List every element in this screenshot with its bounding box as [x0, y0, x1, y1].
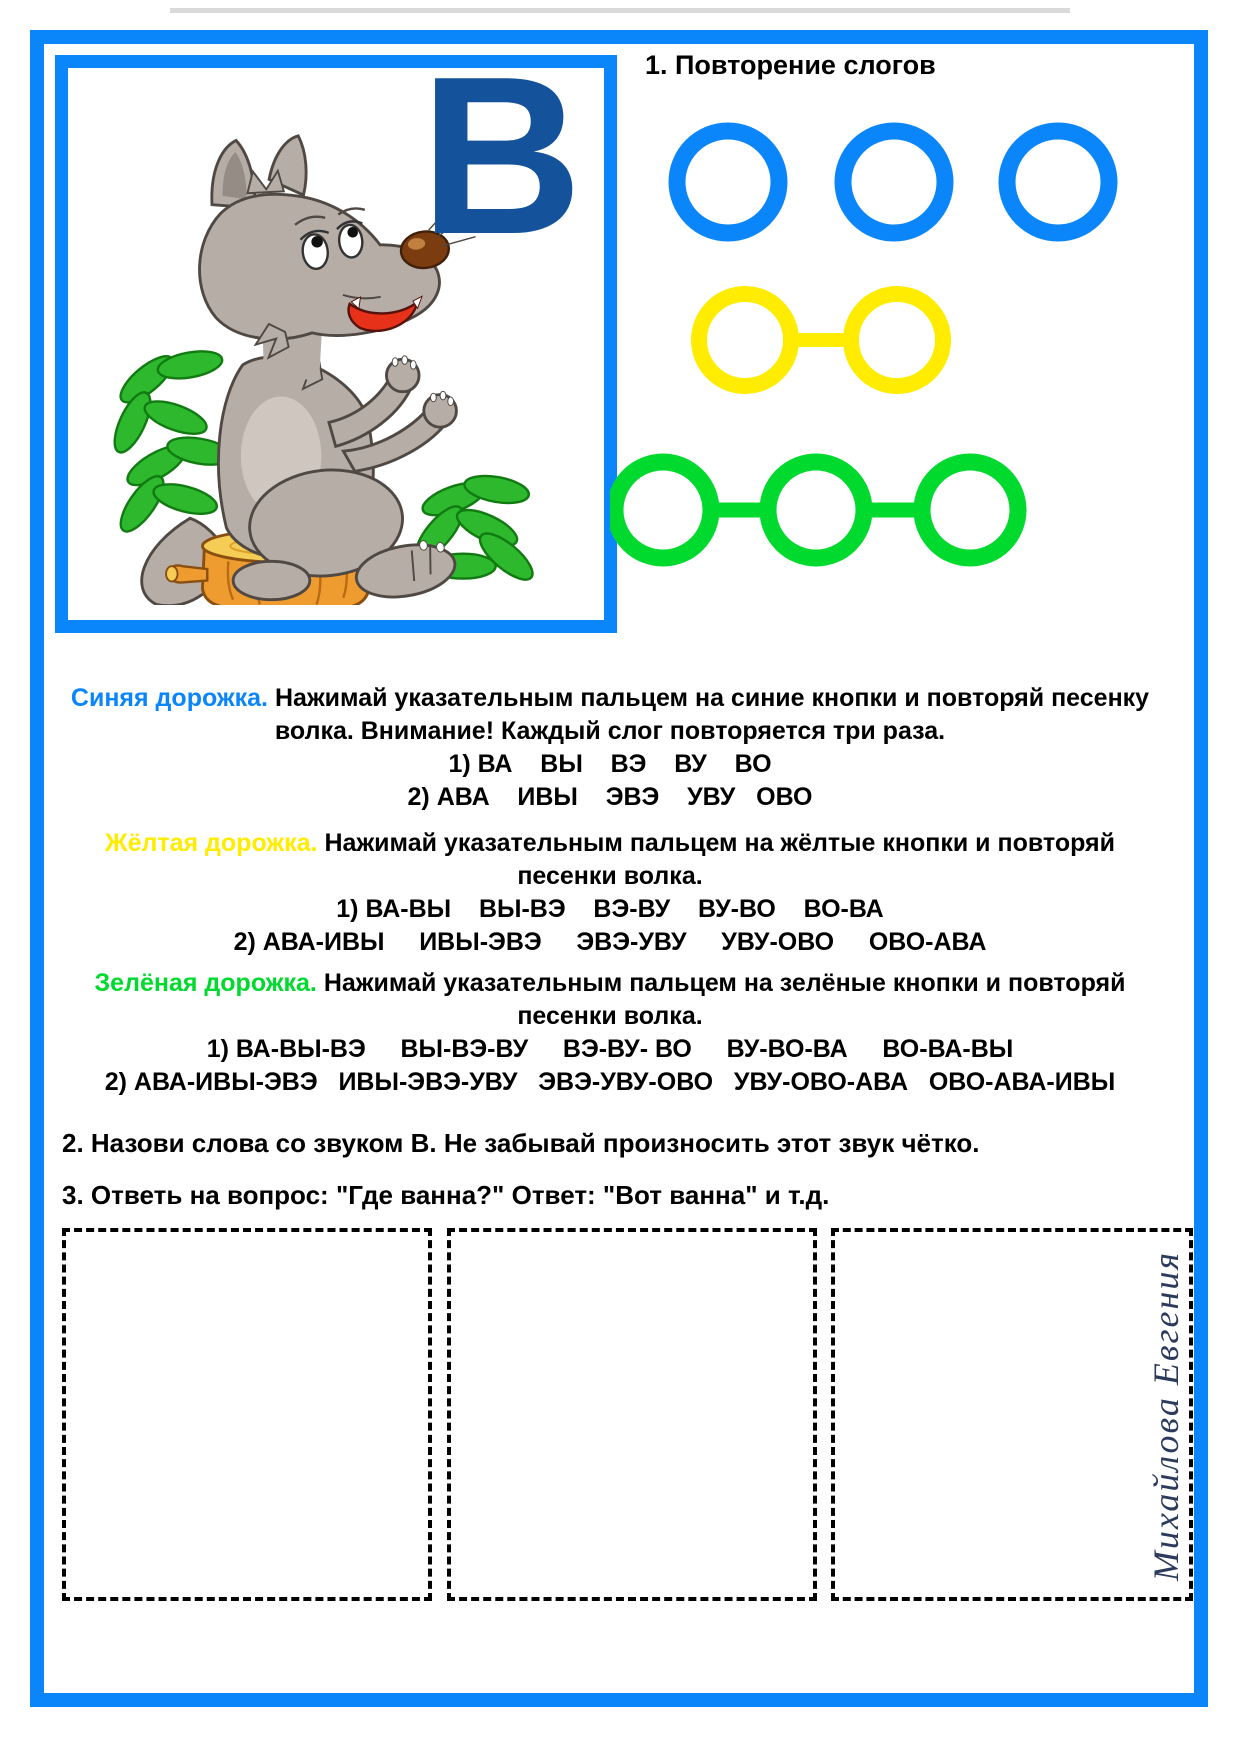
- task-2: 2. Назови слова со звуком В. Не забывай произносить этот звук чётко.: [62, 1128, 980, 1158]
- green-track-section: [55, 967, 1165, 1099]
- blue-button-3[interactable]: [1007, 131, 1109, 233]
- blue-track-intro2: волка. Внимание! Каждый слог повторяется три раза.: [274, 717, 946, 745]
- blue-button-2[interactable]: [843, 131, 945, 233]
- yellow-track-intro2: песенки волка.: [517, 862, 703, 890]
- blue-syllable-row-2: 2) АВА ИВЫ ЭВЭ УВУ ОВО: [407, 783, 813, 811]
- exercise1-title: 1. Повторение слогов: [645, 50, 936, 80]
- answer-box-1: [62, 1228, 432, 1601]
- yellow-syllable-row-1: 1) ВА-ВЫ ВЫ-ВЭ ВЭ-ВУ ВУ-ВО ВО-ВА: [336, 895, 884, 923]
- wolf-body: [218, 355, 459, 604]
- green-button-1[interactable]: [615, 462, 711, 558]
- blue-track-section: [55, 682, 1165, 814]
- scan-artifact-line: [170, 8, 1070, 13]
- blue-track-heading: Синяя дорожка.: [70, 684, 268, 712]
- yellow-button-2[interactable]: [851, 294, 943, 386]
- yellow-track-heading: Жёлтая дорожка.: [104, 829, 318, 857]
- task-3: 3. Ответь на вопрос: "Где ванна?" Ответ: "Вот ванна" и т.д.: [62, 1180, 830, 1210]
- green-track-intro: Нажимай указательным пальцем на зелёные кнопки и повторяй: [323, 969, 1126, 997]
- green-track-heading: Зелёная дорожка.: [94, 969, 317, 997]
- green-track-instruction: [55, 967, 1165, 1000]
- yellow-syllable-row-2: 2) АВА-ИВЫ ИВЫ-ЭВЭ ЭВЭ-УВУ УВУ-ОВО ОВО-АВА: [233, 928, 987, 956]
- blue-track-intro: Нажимай указательным пальцем на синие кнопки и повторяй песенку: [275, 684, 1150, 712]
- yellow-track-instruction: [55, 827, 1165, 860]
- green-syllable-row-2: 2) АВА-ИВЫ-ЭВЭ ИВЫ-ЭВЭ-УВУ ЭВЭ-УВУ-ОВО УВУ-ОВО-АВА ОВО-АВА-ИВЫ: [104, 1068, 1116, 1096]
- green-button-2[interactable]: [768, 462, 864, 558]
- yellow-track-intro: Нажимай указательным пальцем на жёлтые кнопки и повторяй: [324, 829, 1115, 857]
- letter-v: В: [420, 29, 583, 281]
- green-track-intro2: песенки волка.: [517, 1002, 703, 1030]
- answer-box-2: [447, 1228, 817, 1601]
- leaves-left-icon: [107, 347, 233, 538]
- green-syllable-row-1: 1) ВА-ВЫ-ВЭ ВЫ-ВЭ-ВУ ВЭ-ВУ- ВО ВУ-ВО-ВА ВО-ВА-ВЫ: [206, 1035, 1014, 1063]
- yellow-track-section: [55, 827, 1165, 959]
- green-button-3[interactable]: [922, 462, 1018, 558]
- yellow-button-1[interactable]: [699, 294, 791, 386]
- answer-box-3: [831, 1228, 1193, 1601]
- blue-syllable-row-1: 1) ВА ВЫ ВЭ ВУ ВО: [448, 750, 772, 778]
- button-tracks: [610, 85, 1195, 595]
- author-signature: Михайлова Евгения: [1146, 1250, 1186, 1582]
- blue-button-1[interactable]: [677, 131, 779, 233]
- blue-track-instruction: [55, 682, 1165, 715]
